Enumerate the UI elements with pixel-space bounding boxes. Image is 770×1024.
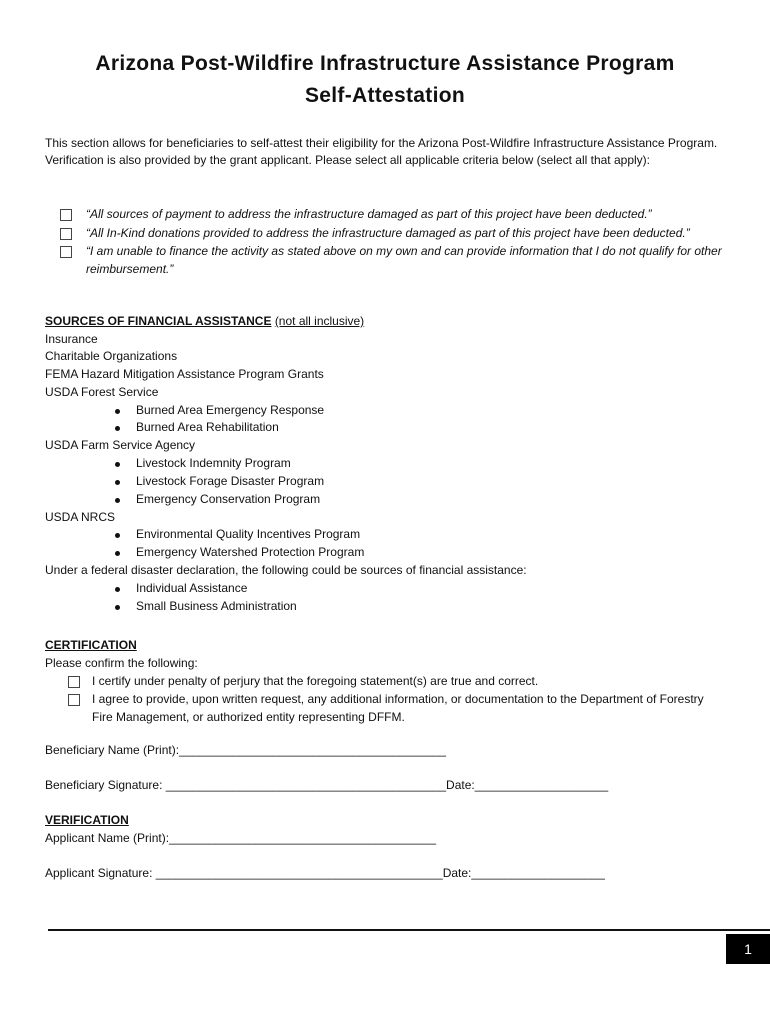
list-item-text: Burned Area Emergency Response — [136, 402, 325, 417]
certification-item — [45, 690, 725, 726]
applicant-name-field[interactable]: Applicant Name (Print):________________________________________ — [45, 831, 436, 845]
attestation-item — [60, 243, 730, 278]
certification-checkbox[interactable] — [68, 676, 80, 688]
list-item — [45, 598, 725, 616]
attestation-text: “All sources of payment to address the infrastructure damaged as part of this project have been deducted.” — [86, 207, 652, 221]
list-item — [45, 491, 725, 509]
attestation-checkbox[interactable] — [60, 209, 72, 221]
sources-heading-line — [45, 313, 725, 331]
source-fsa: USDA Farm Service Agency — [45, 438, 196, 453]
list-item — [45, 455, 725, 473]
title-line-1: Arizona Post-Wildfire Infrastructure Assistance Program — [95, 52, 675, 75]
sources-section — [45, 313, 725, 616]
source-insurance: Insurance — [45, 331, 98, 346]
attestation-item — [60, 206, 730, 224]
certification-checkbox[interactable] — [68, 694, 80, 706]
source-usfs: USDA Forest Service — [45, 384, 159, 399]
certification-text: I agree to provide, upon written request, any additional information, or documentation to the Department of Forestry Fire Management, or authorized entity representing DFFM. — [92, 692, 704, 724]
attestation-text: “I am unable to finance the activity as stated above on my own and can provide information that I do not qualify for other reimbursement.” — [86, 244, 722, 276]
certification-item — [45, 672, 725, 690]
list-item-text: Individual Assistance — [136, 580, 248, 595]
source-nrcs: USDA NRCS — [45, 509, 116, 524]
sources-heading: SOURCES OF FINANCIAL ASSISTANCE — [45, 314, 272, 328]
intro-paragraph: This section allows for beneficiaries to self-attest their eligibility for the Arizona Post-Wildfire Infrastructure Assistance Program. Verification is also provided by the grant applicant. Please select all applicable criteria below (select all that apply): — [45, 136, 718, 167]
beneficiary-name-field[interactable]: Beneficiary Name (Print):________________________________________ — [45, 743, 446, 757]
title-line-2: Self-Attestation — [305, 84, 465, 107]
list-item — [45, 419, 725, 437]
list-item-text: Emergency Watershed Protection Program — [136, 545, 365, 560]
certification-section — [45, 636, 725, 726]
list-item-text: Small Business Administration — [136, 598, 297, 613]
attestation-checkbox[interactable] — [60, 228, 72, 240]
certification-prompt: Please confirm the following: — [45, 656, 198, 670]
attestation-item — [60, 225, 730, 243]
list-item-text: Emergency Conservation Program — [136, 491, 321, 506]
beneficiary-signature-field[interactable]: Beneficiary Signature: __________________________________________Date:____________________ — [45, 778, 609, 792]
sources-heading-note: (not all inclusive) — [274, 314, 365, 328]
list-item-text: Burned Area Rehabilitation — [136, 420, 279, 435]
page-title — [40, 48, 730, 112]
footer-divider — [48, 929, 770, 931]
list-item-text: Livestock Forage Disaster Program — [136, 473, 325, 488]
list-item — [45, 402, 725, 420]
attestation-checkbox[interactable] — [60, 246, 72, 258]
certification-heading: CERTIFICATION — [45, 638, 137, 652]
list-item — [45, 544, 725, 562]
source-federal: Under a federal disaster declaration, the following could be sources of financial assistance: — [45, 563, 527, 578]
source-charitable: Charitable Organizations — [45, 349, 178, 364]
list-item-text: Environmental Quality Incentives Program — [136, 527, 361, 542]
applicant-signature-field[interactable]: Applicant Signature: ___________________________________________Date:____________________ — [45, 866, 605, 880]
list-item — [45, 526, 725, 544]
attestation-text: “All In-Kind donations provided to address the infrastructure damaged as part of this project have been deducted.” — [86, 225, 690, 240]
certification-text: I certify under penalty of perjury that the foregoing statement(s) are true and correct. — [92, 674, 539, 688]
verification-heading: VERIFICATION — [45, 813, 129, 827]
source-fema: FEMA Hazard Mitigation Assistance Program Grants — [45, 367, 324, 382]
attestation-statements — [60, 206, 730, 279]
list-item — [45, 580, 725, 598]
list-item — [45, 473, 725, 491]
list-item-text: Livestock Indemnity Program — [136, 456, 291, 471]
page-number: 1 — [726, 934, 770, 964]
